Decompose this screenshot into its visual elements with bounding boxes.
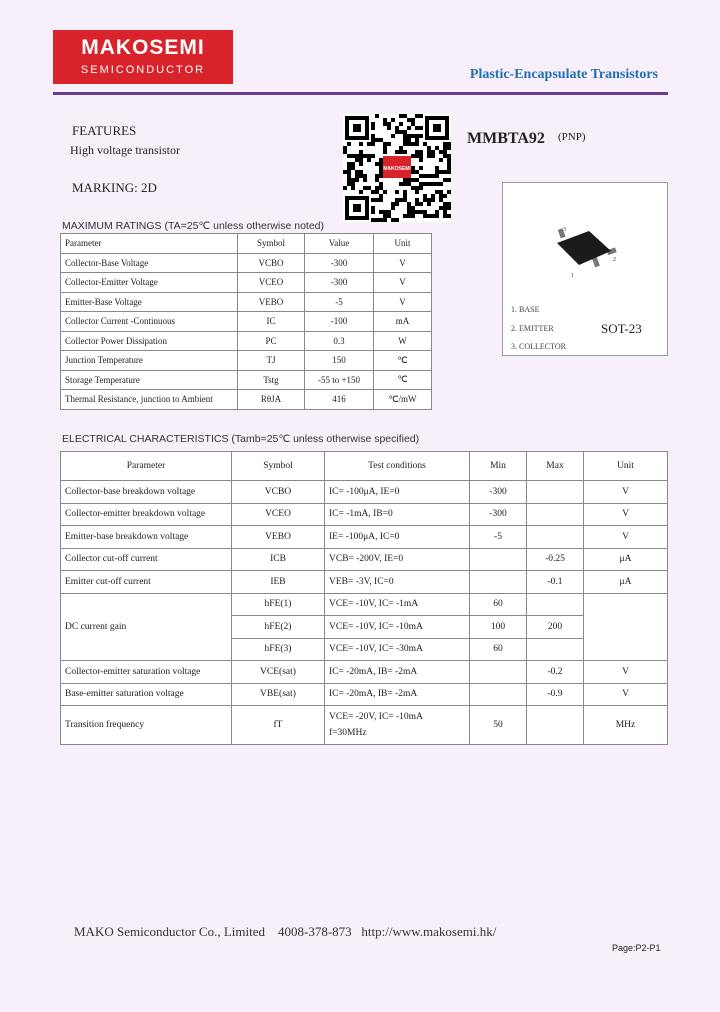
cell: hFE(3) [232,638,325,661]
cell: ℃ [374,351,432,371]
cell: VCBO [238,253,305,273]
max-ratings-title: MAXIMUM RATINGS (TA=25℃ unless otherwise noted) [62,220,325,232]
cell: -0.2 [527,661,584,684]
table-row [61,390,432,410]
logo-subtitle: SEMICONDUCTOR [80,64,206,76]
cell: Base-emitter saturation voltage [61,683,232,706]
logo-brand: MAKOSEMI [81,36,205,59]
table-row [61,253,432,273]
cell: -5 [305,292,374,312]
cell: Emitter-Base Voltage [61,292,238,312]
table-row [61,706,668,745]
features-title: FEATURES [72,123,137,138]
cell: ℃/mW [374,390,432,410]
cell: IC= -100μA, IE=0 [325,481,470,504]
cell [470,661,527,684]
cell: V [584,683,668,706]
cell: 100 [470,616,527,639]
pin-3-desc: 3. COLLECTOR [511,342,566,351]
cell: VCE(sat) [232,661,325,684]
cell: IE= -100μA, IC=0 [325,526,470,549]
cell: Junction Temperature [61,351,238,371]
footer-contact: MAKO Semiconductor Co., Limited 4008-378-873 http://www.makosemi.hk/ [74,924,497,939]
col-header: Max [527,452,584,481]
cell: V [584,481,668,504]
cell [527,706,584,745]
cell: 0.3 [305,331,374,351]
header-divider [53,92,668,95]
table-row [61,481,668,504]
table-row [61,292,432,312]
features-item: High voltage transistor [70,143,180,157]
page-number: Page:P2-P1 [612,943,661,953]
cell: V [584,503,668,526]
cell: -0.25 [527,548,584,571]
cell: VBE(sat) [232,683,325,706]
col-header: Test conditions [325,452,470,481]
cell: Collector-Base Voltage [61,253,238,273]
cell: Tstg [238,370,305,390]
cell: -55 to +150 [305,370,374,390]
cell: VEB= -3V, IC=0 [325,571,470,594]
cell: 416 [305,390,374,410]
cell: -5 [470,526,527,549]
max-ratings-table [60,233,432,410]
pin-2-desc: 2. EMITTER [511,324,554,333]
cell: Emitter-base breakdown voltage [61,526,232,549]
cell: V [374,273,432,293]
package-diagram [502,182,668,356]
table-row [61,593,668,616]
cell: -0.9 [527,683,584,706]
cell: 150 [305,351,374,371]
cell: W [374,331,432,351]
electrical-title: ELECTRICAL CHARACTERISTICS (Tamb=25℃ unless otherwise specified) [62,433,420,445]
cell: IEB [232,571,325,594]
table-row [61,661,668,684]
part-type: (PNP) [558,131,586,143]
col-header: Parameter [61,234,238,254]
cell: V [374,292,432,312]
col-header: Symbol [232,452,325,481]
pin-1-desc: 1. BASE [511,305,540,314]
cell-line: f=30MHz [329,728,367,738]
cell: V [584,661,668,684]
cell: -300 [470,503,527,526]
table-row [61,571,668,594]
col-header: Parameter [61,452,232,481]
cell: Thermal Resistance, junction to Ambient [61,390,238,410]
table-row [61,351,432,371]
cell: -300 [470,481,527,504]
cell: -300 [305,253,374,273]
cell: IC= -20mA, IB= -2mA [325,661,470,684]
cell: fT [232,706,325,745]
cell: hFE(1) [232,593,325,616]
cell [527,526,584,549]
cell: hFE(2) [232,616,325,639]
qr-center-label: MAKOSEMI [383,166,411,172]
marking-label: MARKING: 2D [72,180,157,195]
col-header: Value [305,234,374,254]
cell: VCEO [238,273,305,293]
cell: 50 [470,706,527,745]
pin-2-label: 2 [613,257,616,263]
cell: VCE= -10V, IC= -30mA [325,638,470,661]
col-header: Unit [374,234,432,254]
cell: MHz [584,706,668,745]
table-row [61,331,432,351]
cell [325,706,470,745]
cell: IC [238,312,305,332]
cell [470,548,527,571]
table-row [61,273,432,293]
pin-3-label: 3 [563,227,566,233]
cell: PC [238,331,305,351]
table-row [61,312,432,332]
cell: VEBO [232,526,325,549]
table-header-row [61,452,668,481]
cell: VCE= -10V, IC= -1mA [325,593,470,616]
table-row [61,370,432,390]
cell: Collector-Emitter Voltage [61,273,238,293]
cell: VCE= -10V, IC= -10mA [325,616,470,639]
cell: TJ [238,351,305,371]
sot23-package-image [549,219,619,279]
electrical-table [60,451,668,745]
product-line-title: Plastic-Encapsulate Transistors [469,67,658,82]
pin-1-label: 1 [571,273,574,279]
cell: Collector-emitter saturation voltage [61,661,232,684]
col-header: Min [470,452,527,481]
cell: ℃ [374,370,432,390]
cell: VCEO [232,503,325,526]
package-name: SOT-23 [601,321,642,336]
cell: μA [584,571,668,594]
company-logo [53,30,233,84]
table-row [61,548,668,571]
cell: mA [374,312,432,332]
cell: Collector-base breakdown voltage [61,481,232,504]
cell: VCB= -200V, IE=0 [325,548,470,571]
cell [470,683,527,706]
cell: RθJA [238,390,305,410]
part-number: MMBTA92 [467,130,545,147]
col-header: Symbol [238,234,305,254]
cell: -0.1 [527,571,584,594]
cell: DC current gain [61,593,232,661]
cell: μA [584,548,668,571]
cell: IC= -20mA, IB= -2mA [325,683,470,706]
cell [527,593,584,616]
qr-code [343,114,451,222]
cell: V [374,253,432,273]
table-row [61,683,668,706]
cell: 60 [470,593,527,616]
cell [470,571,527,594]
cell: Emitter cut-off current [61,571,232,594]
cell: Collector-emitter breakdown voltage [61,503,232,526]
cell: 60 [470,638,527,661]
cell: Collector Current -Continuous [61,312,238,332]
cell: ICB [232,548,325,571]
cell: Storage Temperature [61,370,238,390]
cell: 200 [527,616,584,639]
cell: Collector cut-off current [61,548,232,571]
cell: -300 [305,273,374,293]
cell: VCBO [232,481,325,504]
cell: IC= -1mA, IB=0 [325,503,470,526]
table-header-row [61,234,432,254]
cell: VEBO [238,292,305,312]
cell [584,593,668,661]
cell [527,638,584,661]
cell [527,503,584,526]
cell: Transition frequency [61,706,232,745]
table-row [61,503,668,526]
cell: V [584,526,668,549]
col-header: Unit [584,452,668,481]
cell-line: VCE= -20V, IC= -10mA [329,712,423,722]
table-row [61,526,668,549]
cell: -100 [305,312,374,332]
cell [527,481,584,504]
cell: Collector Power Dissipation [61,331,238,351]
